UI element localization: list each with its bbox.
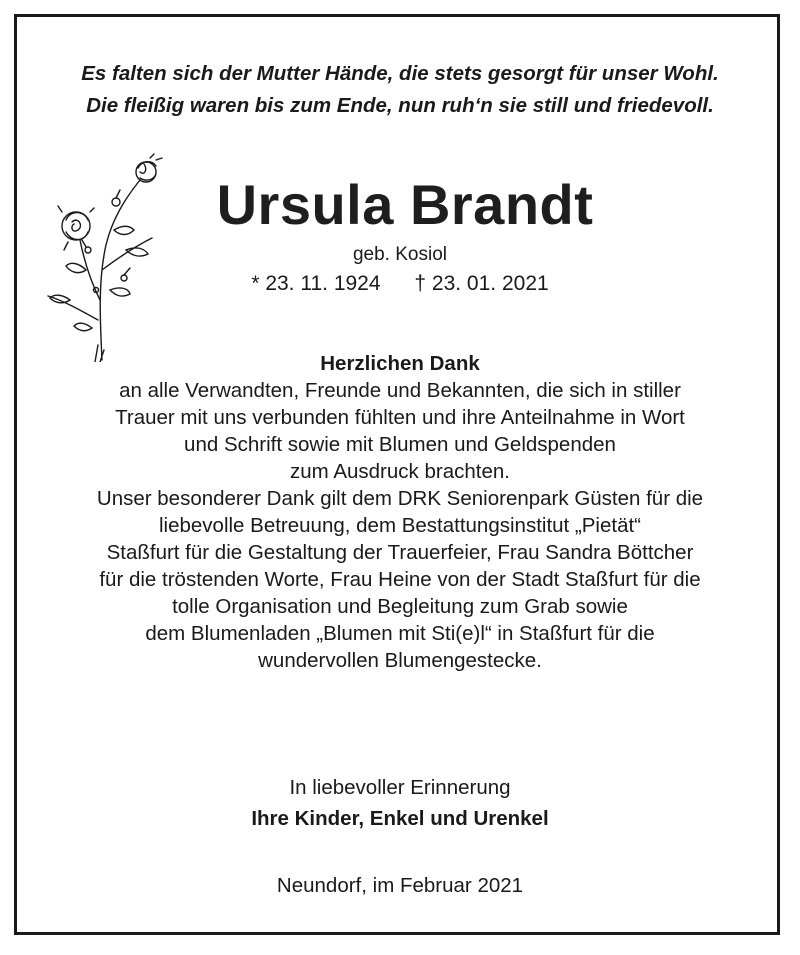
thanks-line: Unser besonderer Dank gilt dem DRK Seniorenpark Güsten für die [96,487,704,510]
thanks-line: liebevolle Betreuung, dem Bestattungsinstitut „Pietät“ [158,514,642,537]
deceased-name: Ursula Brandt [216,173,594,236]
signatories: Ihre Kinder, Enkel und Urenkel [251,807,549,830]
death-date: † 23. 01. 2021 [414,272,549,295]
thanks-line: wundervollen Blumengestecke. [258,649,542,672]
birth-name: geb. Kosiol [352,244,447,265]
thanks-line: an alle Verwandten, Freunde und Bekannten, die sich in stiller [119,379,681,402]
flower-icon [40,150,170,362]
motto [14,58,786,122]
birth-date: * 23. 11. 1924 [251,272,381,295]
thanks-line: Staßfurt für die Gestaltung der Trauerfeier, Frau Sandra Böttcher [106,541,694,564]
life-dates [190,270,610,298]
motto-line-1: Es falten sich der Mutter Hände, die stets gesorgt für unser Wohl. [81,62,719,85]
thanks-line: für die tröstenden Worte, Frau Heine von der Stadt Staßfurt für die [99,568,701,591]
thanks-line: dem Blumenladen „Blumen mit Sti(e)l“ in Staßfurt für die [145,622,655,645]
closing-phrase: In liebevoller Erinnerung [289,776,511,799]
thanks-heading: Herzlichen Dank [320,352,480,375]
thanks-line: tolle Organisation und Begleitung zum Grab sowie [172,595,628,618]
thanks-line: zum Ausdruck brachten. [290,460,510,483]
thanks-line: Trauer mit uns verbunden fühlten und ihre Anteilnahme in Wort [115,406,685,429]
thanks-line: und Schrift sowie mit Blumen und Geldspenden [184,433,616,456]
motto-line-2: Die fleißig waren bis zum Ende, nun ruh‘n sie still und friedevoll. [86,94,714,117]
closing [14,772,786,834]
thanks-text [14,350,786,674]
place-date: Neundorf, im Februar 2021 [276,874,524,897]
